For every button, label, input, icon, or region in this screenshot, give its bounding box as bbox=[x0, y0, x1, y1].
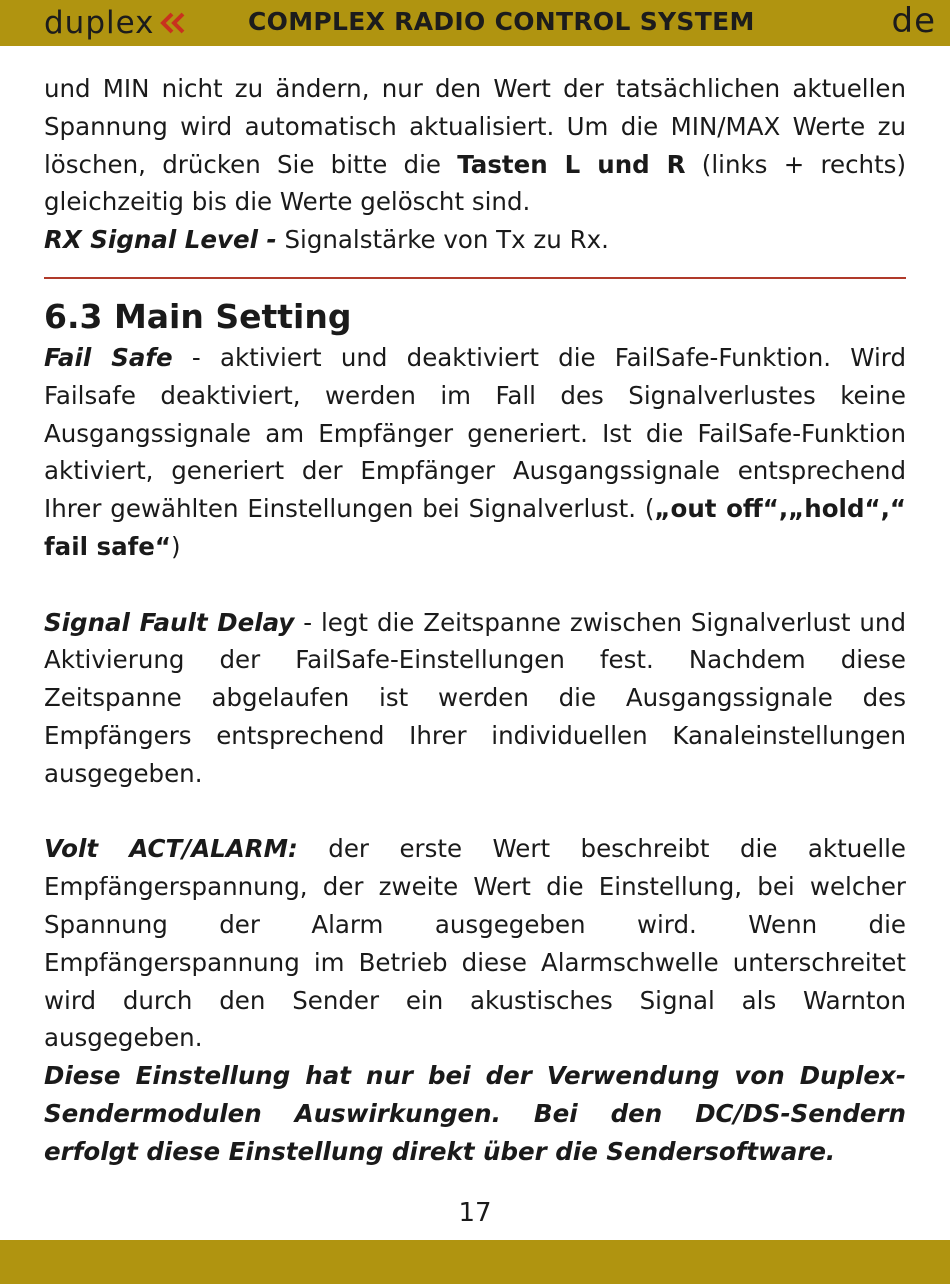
delay-term: Signal Fault Delay bbox=[44, 607, 295, 637]
spacer bbox=[44, 793, 906, 831]
failsafe-options: „out off“,„hold“,“ fail safe“ bbox=[44, 494, 907, 561]
rx-signal-paragraph bbox=[44, 221, 906, 259]
volt-paragraph bbox=[44, 830, 906, 1057]
delay-desc: - legt die Zeitspanne zwischen Signalverlust und Aktivierung der FailSafe-Einstellungen fest. Nachdem diese Zeitspanne abgelaufen ist werden die Ausgangssignale des Empfängers entsprechend Ihrer individuellen Kanaleinstellungen ausgegeben. bbox=[44, 607, 907, 788]
intro-text: und MIN nicht zu ändern, nur den Wert der tatsächlichen aktuellen Spannung wird automatisch aktualisiert. Um die MIN/MAX Werte zu löschen, drücken Sie bitte die bbox=[44, 74, 906, 179]
duplex-note: Diese Einstellung hat nur bei der Verwendung von Duplex-Sendermodulen Auswirkungen. Bei den DC/DS-Sendern erfolgt diese Einstellung direkt über die Sendersoftware. bbox=[44, 1061, 906, 1166]
chevrons-icon bbox=[158, 11, 188, 35]
section-heading: 6.3 Main Setting bbox=[44, 296, 352, 336]
language-code: de bbox=[891, 1, 936, 41]
failsafe-desc: - aktiviert und deaktiviert die FailSafe-Funktion. Wird Failsafe deaktiviert, werden im Fall des Signalverlustes keine Ausgangssignale am Empfänger generiert. Ist die FailSafe-Funktion aktiviert, generiert der Empfänger Ausgangssignale entsprechend Ihrer gewählten Einstellungen bei Signalverlust. ( bbox=[44, 342, 906, 524]
system-title: COMPLEX RADIO CONTROL SYSTEM bbox=[248, 7, 755, 36]
failsafe-close: ) bbox=[171, 531, 181, 561]
failsafe-term: Fail Safe bbox=[44, 342, 173, 372]
spacer bbox=[44, 566, 906, 604]
rx-signal-term: RX Signal Level - bbox=[44, 225, 277, 255]
section-divider bbox=[44, 277, 906, 279]
volt-desc: der erste Wert beschreibt die aktuelle Empfängerspannung, der zweite Wert die Einstellung, bei welcher Spannung der Alarm ausgegeben wird. Wenn die Empfängerspannung im Betrieb diese Alarmschwelle unterschreitet wird durch den Sender ein akustisches Signal als Warnton ausgegeben. bbox=[44, 834, 907, 1053]
header-bar bbox=[0, 0, 950, 46]
intro-keys: Tasten L und R bbox=[457, 149, 686, 179]
delay-paragraph bbox=[44, 604, 906, 793]
rx-signal-desc: Signalstärke von Tx zu Rx. bbox=[276, 225, 609, 255]
intro-tail: (links + rechts) gleichzeitig bis die Werte gelöscht sind. bbox=[44, 149, 906, 217]
footer-bar bbox=[0, 1240, 950, 1284]
failsafe-paragraph bbox=[44, 339, 906, 566]
volt-term: Volt ACT/ALARM: bbox=[44, 834, 298, 864]
page-content bbox=[44, 70, 906, 1171]
page-number: 17 bbox=[458, 1198, 492, 1228]
logo-text: duplex bbox=[44, 4, 155, 41]
brand-logo bbox=[44, 4, 188, 42]
intro-paragraph bbox=[44, 70, 906, 221]
